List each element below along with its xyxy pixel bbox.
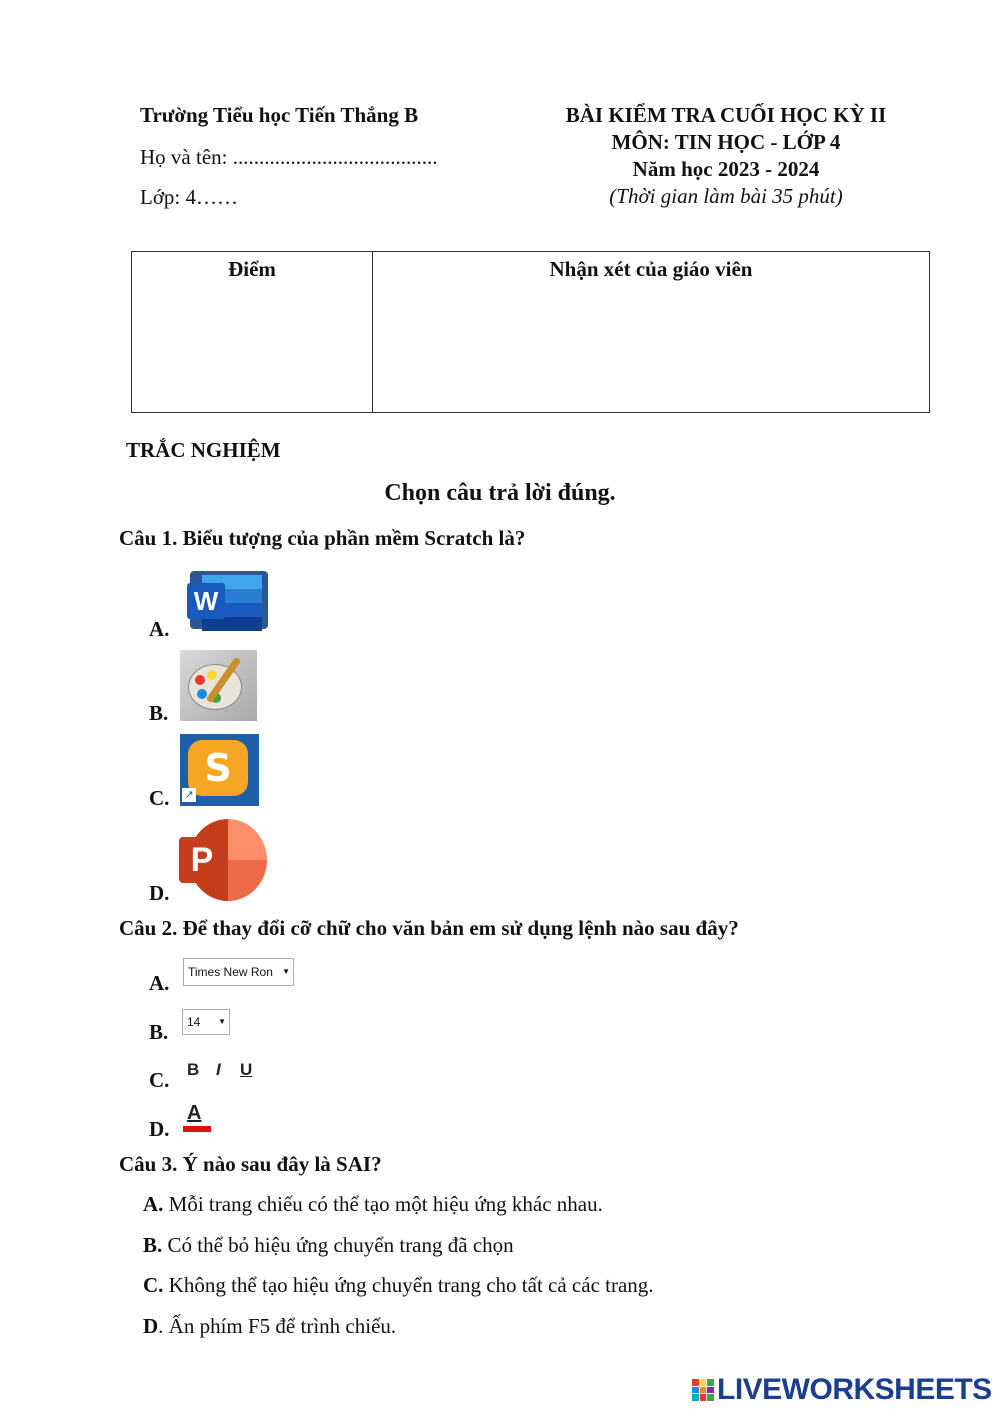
- powerpoint-icon[interactable]: P: [179, 819, 269, 903]
- font-size-dropdown[interactable]: 14 ▼: [182, 1009, 230, 1035]
- school-year: Năm học 2023 - 2024: [632, 157, 820, 181]
- comment-cell[interactable]: [373, 252, 929, 412]
- scratch-icon[interactable]: S ↗: [180, 734, 259, 806]
- q3-option-a[interactable]: A. Mỗi trang chiếu có thể tạo một hiệu ứng khác nhau.: [143, 1192, 603, 1216]
- instruction: Chọn câu trả lời đúng.: [384, 480, 616, 506]
- exam-title: BÀI KIỂM TRA CUỐI HỌC KỲ II: [565, 103, 887, 127]
- q2-option-a-label[interactable]: A.: [149, 971, 170, 995]
- q1-option-a-label[interactable]: A.: [149, 617, 170, 641]
- logo-text: LIVEWORKSHEETS: [717, 1373, 992, 1406]
- question-2-prompt: Câu 2. Để thay đổi cỡ chữ cho văn bản em sử dụng lệnh nào sau đây?: [119, 916, 739, 940]
- paint-icon[interactable]: [180, 650, 257, 721]
- word-icon[interactable]: W: [184, 571, 270, 635]
- score-cell[interactable]: [132, 252, 373, 412]
- student-name-line[interactable]: Họ và tên: .......................................: [140, 145, 438, 169]
- underline-icon[interactable]: U: [240, 1060, 253, 1079]
- shortcut-arrow-icon: ↗: [182, 788, 196, 802]
- italic-icon[interactable]: I: [216, 1060, 221, 1079]
- bold-italic-underline-buttons[interactable]: [183, 1060, 258, 1086]
- q1-option-b-label[interactable]: B.: [149, 701, 169, 725]
- grade-table: [131, 251, 930, 413]
- exam-duration: (Thời gian làm bài 35 phút): [609, 184, 843, 208]
- question-1-prompt: Câu 1. Biểu tượng của phần mềm Scratch là?: [119, 526, 526, 550]
- chevron-down-icon: ▼: [218, 1017, 226, 1026]
- q3-option-b[interactable]: B. Có thể bỏ hiệu ứng chuyển trang đã chọn: [143, 1233, 514, 1257]
- q1-option-d-label[interactable]: D.: [149, 881, 170, 905]
- q2-option-b-label[interactable]: B.: [149, 1020, 169, 1044]
- exam-subject: MÔN: TIN HỌC - LỚP 4: [611, 130, 841, 154]
- liveworksheets-logo: [692, 1373, 992, 1407]
- q1-option-c-label[interactable]: C.: [149, 786, 170, 810]
- score-header: Điểm: [228, 257, 276, 281]
- font-color-icon[interactable]: A: [183, 1104, 211, 1134]
- bold-icon[interactable]: B: [187, 1060, 200, 1079]
- q2-option-c-label[interactable]: C.: [149, 1068, 170, 1092]
- chevron-down-icon: ▼: [282, 967, 290, 976]
- q2-option-d-label[interactable]: D.: [149, 1117, 170, 1141]
- section-title: TRẮC NGHIỆM: [126, 438, 281, 462]
- q3-option-c[interactable]: C. Không thể tạo hiệu ứng chuyển trang cho tất cả các trang.: [143, 1273, 654, 1297]
- question-3-prompt: Câu 3. Ý nào sau đây là SAI?: [119, 1152, 382, 1176]
- comment-header: Nhận xét của giáo viên: [549, 257, 753, 281]
- q3-option-d[interactable]: D. Ấn phím F5 để trình chiếu.: [143, 1314, 397, 1338]
- font-name-dropdown[interactable]: Times New Ron ▼: [183, 958, 294, 986]
- logo-grid-icon: [692, 1379, 714, 1401]
- school-name: Trường Tiểu học Tiến Thắng B: [140, 103, 419, 127]
- class-line[interactable]: Lớp: 4……: [140, 185, 239, 209]
